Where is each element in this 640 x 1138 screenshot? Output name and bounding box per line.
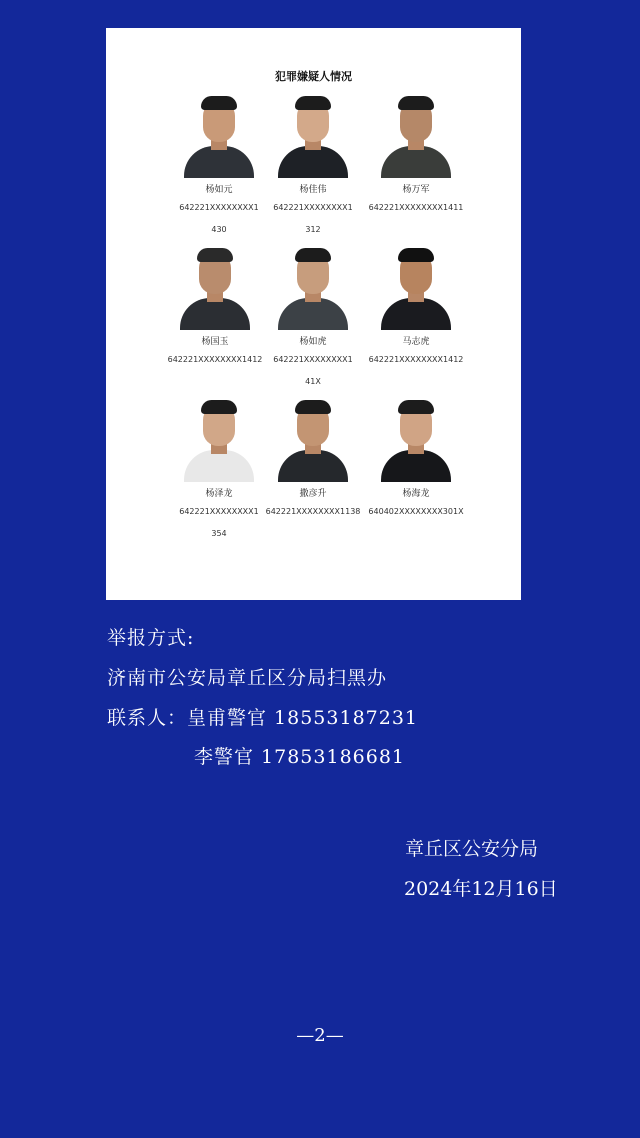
suspect-2 <box>253 96 373 241</box>
suspect-9 <box>356 400 476 523</box>
signature-org: 章丘区公安分局 <box>405 838 539 860</box>
suspect-photo <box>184 96 254 178</box>
report-office: 济南市公安局章丘区分局扫黑办 <box>107 667 388 689</box>
signature-date: 2024年12月16日 <box>404 878 558 900</box>
suspect-photo <box>184 400 254 482</box>
report-contact-1: 联系人：皇甫警官 18553187231 <box>107 707 419 729</box>
suspect-photo <box>278 400 348 482</box>
suspect-name: 杨如元 <box>205 185 233 195</box>
suspect-id: 642221XXXXXXXX1 430 <box>179 203 259 234</box>
suspect-name: 撒彦升 <box>299 489 327 499</box>
suspect-photo <box>278 96 348 178</box>
suspect-5 <box>253 248 373 393</box>
suspect-name: 杨国玉 <box>201 337 229 347</box>
suspect-id: 642221XXXXXXXX1412 <box>167 355 263 364</box>
page-number: —2— <box>296 1025 344 1046</box>
suspect-photo <box>381 96 451 178</box>
report-contact-2: 李警官 17853186681 <box>194 746 406 768</box>
suspect-id: 640402XXXXXXXX301X <box>368 507 464 516</box>
suspect-name: 杨泽龙 <box>205 489 233 499</box>
suspect-name: 杨万军 <box>402 185 430 195</box>
card-title: 犯罪嫌疑人情况 <box>275 70 352 83</box>
suspect-3 <box>356 96 476 219</box>
suspect-id: 642221XXXXXXXX1 354 <box>179 507 259 538</box>
suspect-photo <box>180 248 250 330</box>
suspect-id: 642221XXXXXXXX1411 <box>368 203 464 212</box>
suspect-id: 642221XXXXXXXX1138 <box>265 507 361 516</box>
report-heading: 举报方式: <box>107 627 195 649</box>
suspect-8 <box>253 400 373 523</box>
suspect-photo <box>278 248 348 330</box>
suspect-id: 642221XXXXXXXX1 312 <box>273 203 353 234</box>
suspect-id: 642221XXXXXXXX1412 <box>368 355 464 364</box>
suspects-card <box>106 28 521 600</box>
suspect-id: 642221XXXXXXXX1 41X <box>273 355 353 386</box>
suspect-6 <box>356 248 476 371</box>
suspect-photo <box>381 400 451 482</box>
suspect-name: 杨如虎 <box>299 337 327 347</box>
suspect-name: 马志虎 <box>402 337 430 347</box>
suspect-photo <box>381 248 451 330</box>
suspect-name: 杨海龙 <box>402 489 430 499</box>
suspect-name: 杨佳伟 <box>299 185 327 195</box>
